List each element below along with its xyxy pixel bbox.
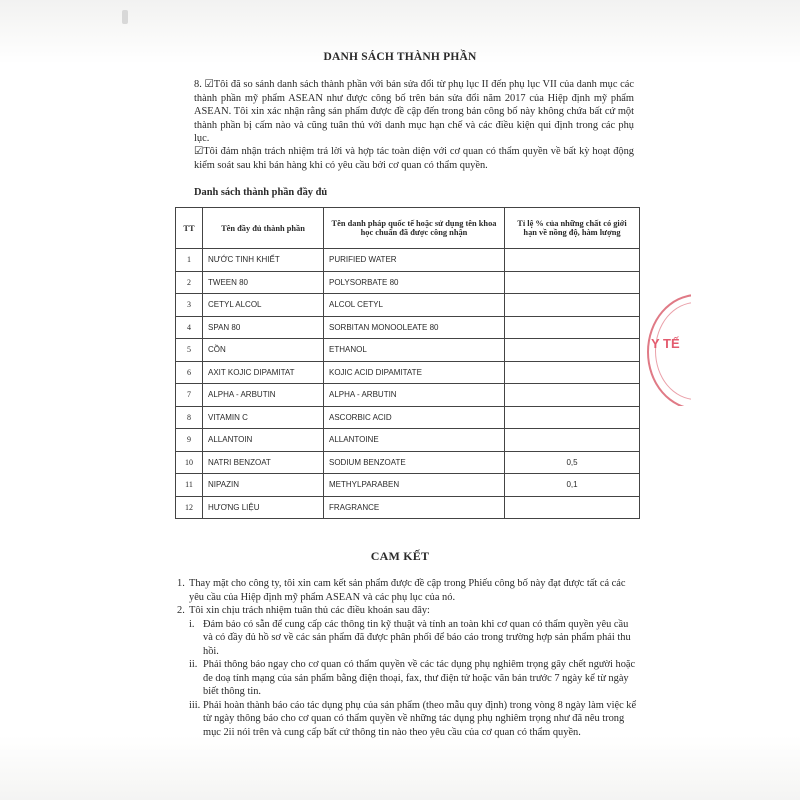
ingredient-ratio [505,271,640,294]
ingredient-inci: KOJIC ACID DIPAMITATE [324,361,505,384]
ingredient-ratio [505,249,640,272]
commitment-list [177,577,637,739]
row-number: 11 [176,474,203,497]
row-number: 7 [176,384,203,407]
ingredient-inci: ALLANTOINE [324,429,505,452]
list-item-text: Thay mặt cho công ty, tôi xin cam kết sản phẩm được đề cập trong Phiếu công bố này đạt được tất cả các yêu cầu của Hiệp định mỹ phẩm ASEAN và các phụ lục của nó. [189,578,626,603]
table-row [176,474,640,497]
ingredient-name: HƯƠNG LIỆU [203,496,324,519]
sub-item-number: iii. [189,699,201,711]
list-item [177,577,637,604]
ingredient-ratio [505,316,640,339]
ingredient-ratio [505,429,640,452]
ingredient-ratio [505,339,640,362]
row-number: 5 [176,339,203,362]
sub-item-number: i. [189,618,195,630]
ingredient-inci: POLYSORBATE 80 [324,271,505,294]
list-item-number: 1. [177,578,185,589]
ingredient-name: AXIT KOJIC DIPAMITAT [203,361,324,384]
document-title: DANH SÁCH THÀNH PHẦN [323,51,477,63]
sub-list-item [189,658,637,699]
ingredients-table [175,207,640,519]
ingredient-name: NATRI BENZOAT [203,451,324,474]
column-header-tt: TT [176,208,203,249]
list-item-text: Tôi xin chịu trách nhiệm tuân thủ các điều khoản sau đây: [189,605,430,616]
ingredient-name: ALLANTOIN [203,429,324,452]
ingredient-inci: PURIFIED WATER [324,249,505,272]
table-row [176,429,640,452]
commitment-title: CAM KẾT [370,549,430,563]
sub-list-item [189,618,637,659]
table-row [176,271,640,294]
ingredient-name: ALPHA - ARBUTIN [203,384,324,407]
ingredient-inci: FRAGRANCE [324,496,505,519]
row-number: 8 [176,406,203,429]
ingredient-name: NIPAZIN [203,474,324,497]
sub-item-text: Phải thông báo ngay cho cơ quan có thẩm quyền về các tác dụng phụ nghiêm trọng gây chết người hoặc đe doạ tính mạng của sản phẩm bằng điện thoại, fax, thư điện tử hoặc văn bản trước 7 ngày kể từ ngày biết thông tin. [203,659,636,697]
ingredient-ratio: 0,5 [505,451,640,474]
red-stamp [643,294,691,406]
table-row [176,496,640,519]
ingredient-ratio [505,294,640,317]
table-row [176,316,640,339]
stamp-text: Y TẾ [651,336,680,351]
column-header-ratio: Tỉ lệ % của những chất có giới hạn về nồng độ, hàm lượng [505,208,640,249]
ingredient-name: NƯỚC TINH KHIẾT [203,249,324,272]
table-row [176,406,640,429]
sub-item-text: Đảm bảo có sẵn để cung cấp các thông tin kỹ thuật và tính an toàn khi cơ quan có thẩm quyền yêu cầu và có đầy đủ hồ sơ về các sản phẩm đã được phân phối để báo cáo trong trường hợp sản phẩm phải thu hồi. [203,618,631,657]
table-row [176,384,640,407]
declaration-paragraph-1: 8. ☑Tôi đã so sánh danh sách thành phần với bản sửa đổi từ phụ lục II đến phụ lục VII của danh mục các thành phần mỹ phẩm ASEAN như được công bố trên bản sửa đổi năm 2017 của Hiệp định mỹ phẩm ASEAN. Tôi xin xác nhận rằng sản phẩm được đề cập đến trong bản công bố này không chứa bất cứ một thành phần bị cấm nào và cũng tuân thủ với danh mục hạn chế và các điều kiện qui định trong các phụ lục. [194,79,634,144]
staple-mark [122,10,128,24]
table-row [176,294,640,317]
sub-item-text: Phải hoàn thành báo cáo tác dụng phụ của sản phẩm (theo mẫu quy định) trong vòng 8 ngày làm việc kể từ ngày thông báo cho cơ quan có thẩm quyền về những tác dụng phụ nghiêm trọng như đã nêu trong mục 2ii nói trên và cung cấp bất cứ thông tin nào theo yêu cầu của cơ quan có thẩm quyền. [203,699,637,738]
row-number: 1 [176,249,203,272]
ingredients-heading: Danh sách thành phần đầy đủ [194,187,328,198]
table-row [176,249,640,272]
ingredient-name: TWEEN 80 [203,271,324,294]
ingredient-ratio [505,496,640,519]
row-number: 3 [176,294,203,317]
ingredient-name: VITAMIN C [203,406,324,429]
table-row [176,451,640,474]
ingredient-inci: SORBITAN MONOOLEATE 80 [324,316,505,339]
ingredient-ratio [505,406,640,429]
ingredient-inci: ALCOL CETYL [324,294,505,317]
ingredient-ratio [505,384,640,407]
sub-item-number: ii. [189,659,198,670]
sub-list-item [189,699,637,740]
ingredient-inci: SODIUM BENZOATE [324,451,505,474]
table-row [176,361,640,384]
ingredient-name: SPAN 80 [203,316,324,339]
column-header-name: Tên đầy đủ thành phần [203,208,324,249]
row-number: 12 [176,496,203,519]
row-number: 10 [176,451,203,474]
table-header-row [176,208,640,249]
column-header-inci: Tên danh pháp quốc tế hoặc sử dụng tên khoa học chuẩn đã được công nhận [324,208,505,249]
row-number: 6 [176,361,203,384]
list-item-number: 2. [177,605,185,616]
ingredient-inci: ASCORBIC ACID [324,406,505,429]
row-number: 9 [176,429,203,452]
ingredient-ratio [505,361,640,384]
ingredient-name: CETYL ALCOL [203,294,324,317]
ingredient-ratio: 0,1 [505,474,640,497]
ingredient-inci: ALPHA - ARBUTIN [324,384,505,407]
ingredient-inci: METHYLPARABEN [324,474,505,497]
row-number: 2 [176,271,203,294]
table-row [176,339,640,362]
row-number: 4 [176,316,203,339]
declaration-paragraph-2: ☑Tôi đảm nhận trách nhiệm trả lời và hợp tác toàn diện với cơ quan có thẩm quyền về bất kỳ hoạt động kiểm soát sau khi bán hàng khi có yêu cầu bởi cơ quan có thẩm quyền. [194,146,634,171]
ingredient-name: CỒN [203,339,324,362]
list-item [177,604,637,618]
ingredient-inci: ETHANOL [324,339,505,362]
